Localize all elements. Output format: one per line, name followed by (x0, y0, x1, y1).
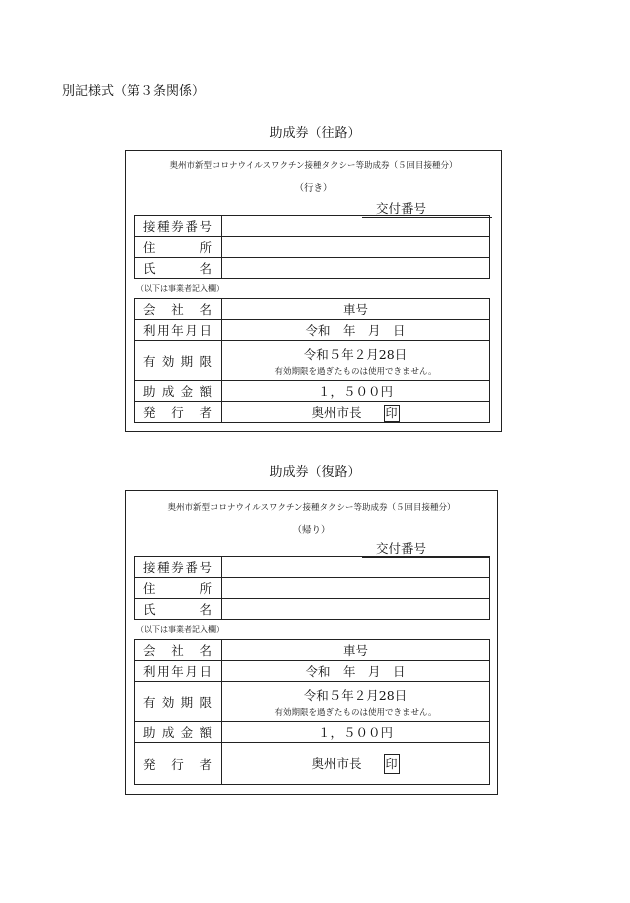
table-row (135, 402, 490, 423)
personal-info-table (134, 215, 490, 279)
car-number-field[interactable]: 車号 (222, 640, 490, 661)
table-row (135, 722, 490, 743)
issuer-value (222, 402, 490, 423)
address-field[interactable] (222, 237, 490, 258)
amount-label: 助成金額 (135, 722, 222, 743)
seal-stamp: 印 (384, 754, 400, 774)
operator-note: （以下は事業者記入欄） (136, 625, 224, 634)
ticket-card-outbound (125, 150, 502, 432)
car-number-field[interactable]: 車号 (222, 299, 490, 320)
address-field[interactable] (222, 578, 490, 599)
section-title-return: 助成券（復路） (269, 465, 361, 480)
ticket-card-return (125, 490, 498, 795)
issuer-name: 奥州市長 (311, 404, 362, 420)
usage-date-field[interactable]: 令和 年 月 日 (222, 661, 490, 682)
validity-label: 有効期限 (135, 341, 222, 381)
personal-info-table (134, 556, 490, 620)
operator-table (134, 639, 490, 785)
vaccine-ticket-number-field[interactable] (222, 216, 490, 237)
issuer-label: 発行者 (135, 402, 222, 423)
table-row (135, 258, 490, 279)
table-row (135, 381, 490, 402)
issue-number-label: 交付番号 (362, 199, 492, 218)
operator-table (134, 298, 490, 423)
issuer-label: 発行者 (135, 743, 222, 785)
validity-date: 令和５年２月28日 (303, 346, 408, 362)
ticket-name: 奥州市新型コロナウイルスワクチン接種タクシー等助成券（５回目接種分） (167, 503, 456, 513)
table-row (135, 216, 490, 237)
company-label: 会社名 (135, 640, 222, 661)
address-label: 住所 (135, 578, 222, 599)
table-row (135, 743, 490, 785)
table-row (135, 237, 490, 258)
usage-date-field[interactable]: 令和 年 月 日 (222, 320, 490, 341)
validity-label: 有効期限 (135, 682, 222, 722)
ticket-direction: （行き） (294, 183, 333, 194)
form-header: 別記様式（第３条関係） (62, 84, 206, 99)
name-label: 氏名 (135, 599, 222, 620)
company-label: 会社名 (135, 299, 222, 320)
ticket-name: 奥州市新型コロナウイルスワクチン接種タクシー等助成券（５回目接種分） (169, 161, 458, 171)
issuer-value (222, 743, 490, 785)
table-row (135, 557, 490, 578)
validity-value (222, 341, 490, 381)
seal-stamp: 印 (385, 405, 398, 420)
amount-label: 助成金額 (135, 381, 222, 402)
validity-note: 有効期限を過ぎたものは使用できません。 (274, 707, 437, 718)
table-row (135, 299, 490, 320)
table-row (135, 320, 490, 341)
usage-date-label: 利用年月日 (135, 320, 222, 341)
amount-value: １，５００円 (222, 381, 490, 402)
amount-value: １，５００円 (222, 722, 490, 743)
table-row (135, 578, 490, 599)
table-row (135, 661, 490, 682)
issuer-name: 奥州市長 (311, 755, 362, 771)
section-title-outbound: 助成券（往路） (269, 126, 361, 141)
name-field[interactable] (222, 599, 490, 620)
address-label: 住所 (135, 237, 222, 258)
ticket-direction: （帰り） (292, 525, 331, 536)
vaccine-ticket-number-label: 接種券番号 (135, 216, 222, 237)
table-row (135, 599, 490, 620)
operator-note: （以下は事業者記入欄） (136, 284, 224, 293)
vaccine-ticket-number-label: 接種券番号 (135, 557, 222, 578)
validity-date: 令和５年２月28日 (303, 687, 408, 703)
vaccine-ticket-number-field[interactable] (222, 557, 490, 578)
issue-number-label: 交付番号 (362, 539, 489, 558)
validity-value (222, 682, 490, 722)
table-row (135, 640, 490, 661)
name-label: 氏名 (135, 258, 222, 279)
name-field[interactable] (222, 258, 490, 279)
table-row (135, 341, 490, 381)
table-row (135, 682, 490, 722)
validity-note: 有効期限を過ぎたものは使用できません。 (274, 366, 437, 377)
usage-date-label: 利用年月日 (135, 661, 222, 682)
